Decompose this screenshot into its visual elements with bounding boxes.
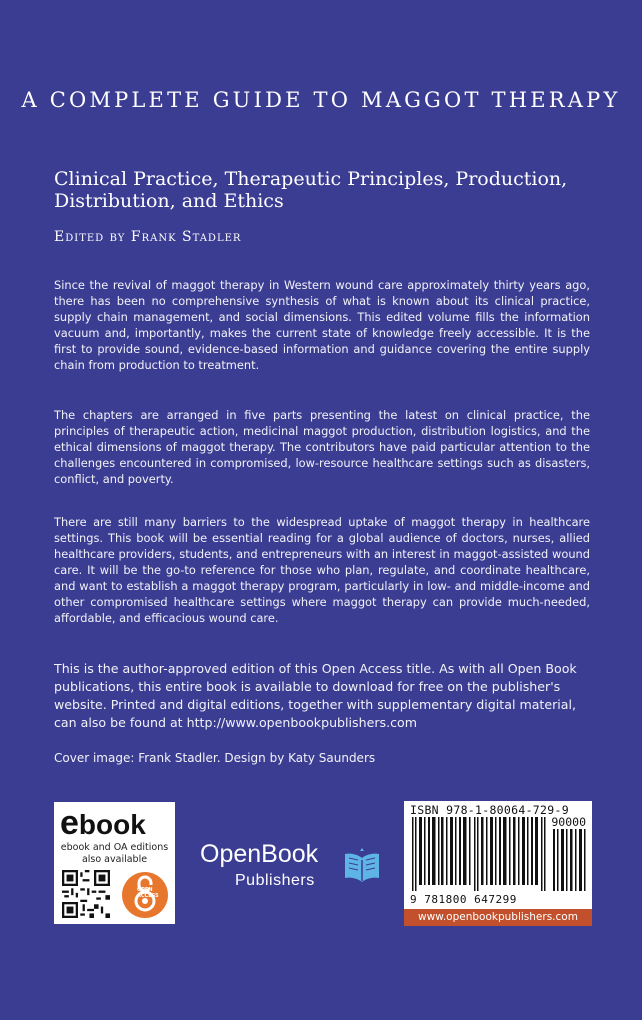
blurb-paragraph-4: This is the author-approved edition of this Open Access title. As with all Open Book publications, this entire book is available to download for free on the publisher's website. Printed and digital editions, together with supplementary digital material, can also be found at http://www.openbookpublishers.com <box>54 661 577 730</box>
editor-prefix: Edited by <box>54 229 126 245</box>
publisher-name-line-1: OpenBook <box>200 840 319 868</box>
price-code: 90000 <box>551 815 586 829</box>
book-subtitle <box>54 168 614 212</box>
isbn-text: ISBN 978-1-80064-729-9 <box>410 803 569 817</box>
ebook-sub-line-2: also available <box>81 854 148 865</box>
oa-label-2: ACCESS <box>137 893 159 899</box>
ebook-badge <box>54 802 175 924</box>
barcode-box <box>404 801 592 909</box>
oa-label-1: OPEN <box>137 887 153 893</box>
publisher-name-line-2: Publishers <box>235 872 315 889</box>
price-barcode-icon <box>552 829 588 891</box>
publisher-logo <box>200 840 390 900</box>
blurb-paragraph-3: There are still many barriers to the widespread uptake of maggot therapy in healthcare settings. This book will be essential reading for a global audience of doctors, nurses, allied healthcare providers, students, and entrepreneurs with an interest in maggot-assisted wound care. It will be the go-to reference for those who plan, regulate, and coordinate healthcare, and want to establish a maggot therapy program, particularly in low- and middle-income and other compromised healthcare settings where maggot therapy can provide much-needed, affordable, and efficacious wound care. <box>54 515 590 625</box>
oa-label <box>137 887 159 899</box>
open-book-icon <box>343 848 381 884</box>
editor-name: Frank Stadler <box>130 229 242 245</box>
book-title: A COMPLETE GUIDE TO MAGGOT THERAPY <box>21 88 621 112</box>
publisher-url[interactable]: www.openbookpublishers.com <box>404 909 592 926</box>
qr-code-icon <box>62 870 110 918</box>
ebook-subtext <box>54 842 175 866</box>
cover-credit: Cover image: Frank Stadler. Design by Katy Saunders <box>54 751 376 765</box>
blurb-paragraph-2: The chapters are arranged in five parts presenting the latest on clinical practice, the principles of therapeutic action, medicinal maggot production, distribution logistics, and the ethical dimensions of maggot therapy. The contributors have paid particular attention to the challenges encountered in compromised, low-resource healthcare settings such as disasters, conflict, and poverty. <box>54 408 590 486</box>
ebook-logo <box>60 804 146 843</box>
ean-number: 9 781800 647299 <box>410 893 517 906</box>
subtitle-line-2: Distribution, and Ethics <box>54 190 284 212</box>
blurb-paragraph-1: Since the revival of maggot therapy in Western wound care approximately thirty years ago, there has been no comprehensive synthesis of what is known about its clinical practice, supply chain management, and social dimensions. This edited volume fills the information vacuum and, importantly, makes the current state of knowledge freely accessible. It is the first to provide sound, evidence-based information and guidance covering the entire supply chain from production to treatment. <box>54 278 590 372</box>
ebook-word: book <box>78 809 146 840</box>
subtitle-line-1: Clinical Practice, Therapeutic Principles, Production, <box>54 168 568 190</box>
barcode-icon <box>410 817 550 891</box>
ebook-sub-line-1: ebook and OA editions <box>60 842 169 853</box>
e-logo-icon: e <box>60 804 79 842</box>
editor-credit <box>54 229 241 245</box>
